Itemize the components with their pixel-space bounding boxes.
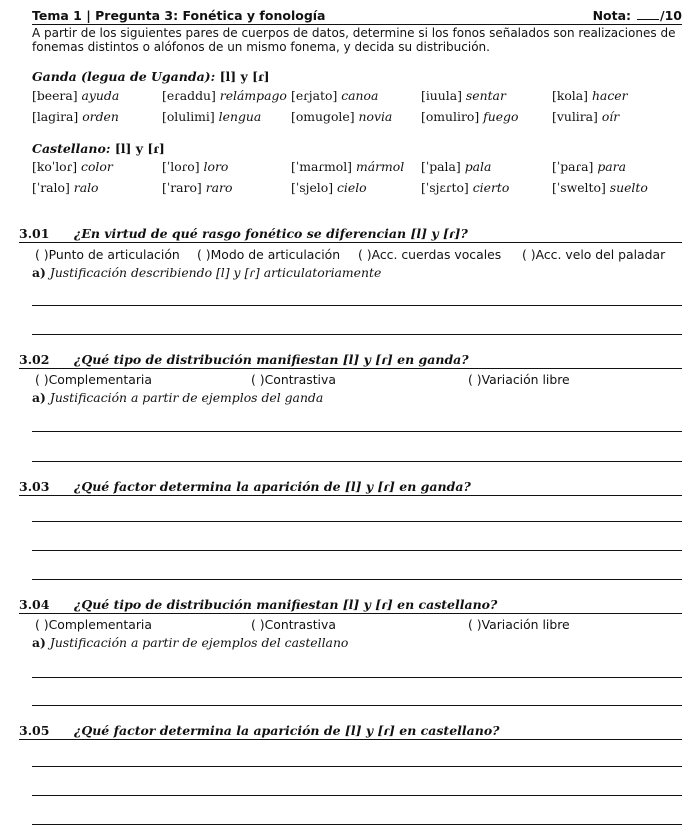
data-cell [291,109,392,124]
question-3-04 [19,597,682,614]
question-text: ¿Qué factor determina la aparición de [l] y [ɾ] en ganda? [74,479,471,494]
just-text: Justificación a partir de ejemplos del castellano [49,635,349,650]
ganda-heading [32,69,270,84]
ipa: [iuula] [421,88,462,103]
just-text: Justificación describiendo [l] y [ɾ] articulatoriamente [49,265,382,280]
justification-prompt [32,390,323,405]
question-3-01 [19,226,682,243]
gloss: raro [205,180,233,195]
data-cell [421,109,518,124]
gloss: relámpago [219,88,287,103]
ipa: [koˈloɾ] [32,159,78,174]
answer-line[interactable] [32,705,682,706]
gloss: suelto [609,180,648,195]
ipa: [lagira] [32,109,79,124]
question-3-05 [19,723,682,740]
answer-line[interactable] [32,334,682,335]
data-cell [552,159,626,174]
data-cell [291,159,404,174]
ipa: [ˈralo] [32,180,70,195]
page-title: Tema 1 | Pregunta 3: Fonética y fonología [32,8,326,23]
ipa: [ˈloɾo] [162,159,200,174]
gloss: color [81,159,113,174]
instructions: A partir de los siguientes pares de cuerpos de datos, determine si los fonos señalados son realizaciones de fonemas distintos o alófonos de un mismo fonema, y decida su distribución. [32,26,676,54]
gloss: loro [203,159,229,174]
data-cell [291,180,367,195]
data-cell [421,159,491,174]
gloss: mármol [355,159,405,174]
data-cell [32,109,119,124]
justification-prompt [32,265,381,280]
option-punto[interactable]: ( )Punto de articulación [35,247,180,262]
data-cell [421,180,509,195]
ipa: [omuliro] [421,109,480,124]
answer-line[interactable] [32,795,682,796]
data-cell [162,88,287,103]
ipa: [omugole] [291,109,355,124]
question-number: 3.04 [19,597,50,612]
data-cell [162,109,261,124]
castellano-phones: [l] y [ɾ] [114,141,165,156]
ipa: [ˈmaɾmol] [291,159,352,174]
question-3-03 [19,479,682,496]
just-marker: a) [32,265,46,280]
answer-line[interactable] [32,305,682,306]
ipa: [olulimi] [162,109,215,124]
ganda-phones: [l] y [ɾ] [219,69,270,84]
ipa: [ˈpaɾa] [552,159,594,174]
ganda-heading-label: Ganda (legua de Uganda): [32,69,216,84]
gloss: ralo [73,180,99,195]
gloss: hacer [591,88,628,103]
ipa: [ˈpala] [421,159,461,174]
option-variacion-libre[interactable]: ( )Variación libre [468,617,570,632]
answer-line[interactable] [32,766,682,767]
question-text: ¿Qué tipo de distribución manifiestan [l] y [ɾ] en castellano? [74,597,498,612]
grade-blank[interactable] [637,19,659,20]
data-cell [552,180,648,195]
option-cuerdas[interactable]: ( )Acc. cuerdas vocales [358,247,502,262]
gloss: cierto [472,180,510,195]
answer-line[interactable] [32,579,682,580]
data-cell [421,88,506,103]
option-contrastiva[interactable]: ( )Contrastiva [251,372,336,387]
just-text: Justificación a partir de ejemplos del ganda [49,390,324,405]
answer-line[interactable] [32,677,682,678]
option-variacion-libre[interactable]: ( )Variación libre [468,372,570,387]
option-complementaria[interactable]: ( )Complementaria [35,372,152,387]
option-modo[interactable]: ( )Modo de articulación [197,247,341,262]
gloss: para [597,159,626,174]
ipa: [eɾjato] [291,88,338,103]
gloss: oír [601,109,620,124]
data-cell [32,180,99,195]
gloss: cielo [336,180,367,195]
data-cell [552,109,619,124]
gloss: lengua [218,109,262,124]
data-cell [291,88,378,103]
just-marker: a) [32,390,46,405]
answer-line[interactable] [32,824,682,825]
grade-max: /10 [660,8,682,23]
ipa: [ˈraro] [162,180,202,195]
ipa: [ˈsjelo] [291,180,334,195]
question-number: 3.02 [19,352,50,367]
grade-label: Nota: [592,8,632,23]
castellano-heading-label: Castellano: [32,141,111,156]
data-cell [162,159,228,174]
data-cell [552,88,628,103]
page-header [32,7,682,25]
gloss: orden [82,109,119,124]
just-marker: a) [32,635,46,650]
gloss: novia [358,109,393,124]
gloss: canoa [341,88,379,103]
gloss: sentar [465,88,506,103]
justification-prompt [32,635,348,650]
question-number: 3.03 [19,479,50,494]
grade-field [593,8,682,23]
question-text: ¿En virtud de qué rasgo fonético se diferencian [l] y [ɾ]? [74,226,468,241]
ipa: [ˈsjɛɾto] [421,180,469,195]
option-velo[interactable]: ( )Acc. velo del paladar [522,247,666,262]
ipa: [vulira] [552,109,598,124]
data-cell [162,180,232,195]
answer-line[interactable] [32,431,682,432]
gloss: fuego [483,109,519,124]
option-complementaria[interactable]: ( )Complementaria [35,617,152,632]
ipa: [eɾaddu] [162,88,216,103]
gloss: ayuda [81,88,120,103]
answer-line[interactable] [32,521,682,522]
option-contrastiva[interactable]: ( )Contrastiva [251,617,336,632]
castellano-heading [32,141,165,156]
gloss: pala [464,159,492,174]
ipa: [ˈswelto] [552,180,606,195]
data-cell [32,159,113,174]
answer-line[interactable] [32,550,682,551]
data-cell [32,88,119,103]
question-text: ¿Qué factor determina la aparición de [l] y [ɾ] en castellano? [74,723,500,738]
question-3-02 [19,352,682,369]
question-text: ¿Qué tipo de distribución manifiestan [l] y [ɾ] en ganda? [74,352,469,367]
answer-line[interactable] [32,461,682,462]
ipa: [beera] [32,88,78,103]
question-number: 3.01 [19,226,50,241]
ipa: [kola] [552,88,588,103]
question-number: 3.05 [19,723,50,738]
